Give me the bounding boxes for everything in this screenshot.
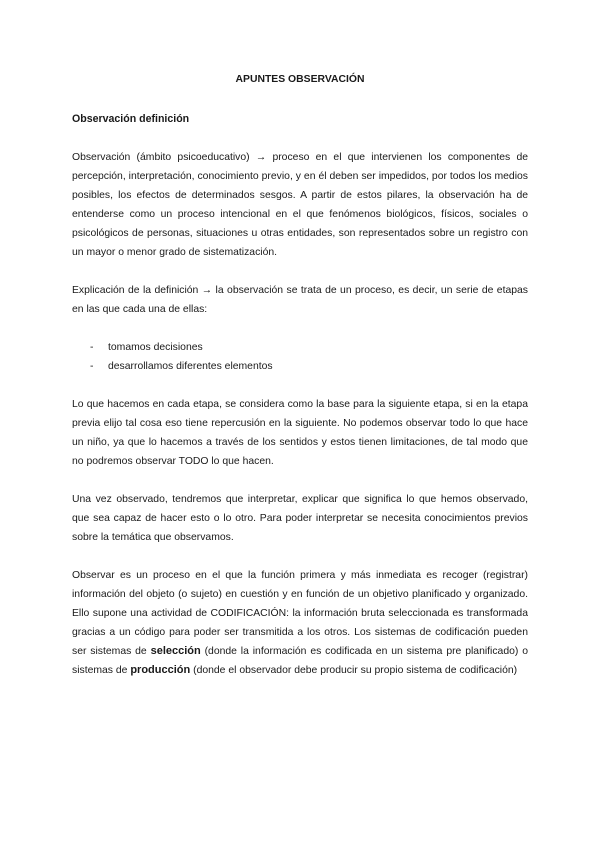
paragraph-definition: Observación (ámbito psicoeducativo) → proceso en el que intervienen los componentes de percepción, interpretación, conocimiento previo, y en él deben ser impedidos, por todos los medios posibles, los efectos de determinados sesgos. A partir de estos pilares, la observación ha de entenderse como un proceso intencional en el que fenómenos biológicos, físicos, sociales o psicológicos de personas, situaciones u otras entidades, son representados sobre un registro con un mayor o menor grado de sistematización. [72, 152, 528, 258]
paragraph-stages: Lo que hacemos en cada etapa, se considera como la base para la siguiente etapa, si en la etapa previa elijo tal cosa eso tiene repercusión en la siguiente. No podemos observar todo lo que hace un niño, ya que lo hacemos a través de los sentidos y estos tienen limitaciones, de tal modo que no podremos observar TODO lo que hacen. [72, 399, 528, 467]
list-item: - desarrollamos diferentes elementos [72, 357, 528, 376]
list-item: - tomamos decisiones [72, 338, 528, 357]
production-term: producción [130, 664, 191, 676]
paragraph-explanation: Explicación de la definición → la observación se trata de un proceso, es decir, un serie de etapas en las que cada una de ellas: [72, 285, 528, 315]
paragraph-codification [72, 566, 528, 680]
section-heading: Observación definición [72, 113, 190, 125]
stage-list [72, 338, 528, 376]
paragraph-interpret: Una vez observado, tendremos que interpretar, explicar que significa lo que hemos observado, que sea capaz de hacer esto o lo otro. Para poder interpretar se necesita conocimientos previos sobre la temática que observamos. [72, 494, 528, 543]
codification-text-b: (donde la información es codificada en un sistema pre planificado) o sistemas de [72, 646, 528, 676]
document-title: APUNTES OBSERVACIÓN [235, 74, 365, 85]
codification-text-c: (donde el observador debe producir su propio sistema de codificación) [190, 665, 518, 676]
document-page [72, 70, 528, 699]
codification-text-a: Observar es un proceso en el que la función primera y más inmediata es recoger (registrar) información del objeto (o sujeto) en cuestión y en función de un objetivo planificado y organizado. Ello supone una actividad de CODIFICACIÓN: la información bruta seleccionada es transformada gracias a un código para poder ser transmitida a los otros. Los sistemas de codificación pueden ser sistemas de [72, 570, 528, 657]
selection-term: selección [150, 645, 201, 657]
